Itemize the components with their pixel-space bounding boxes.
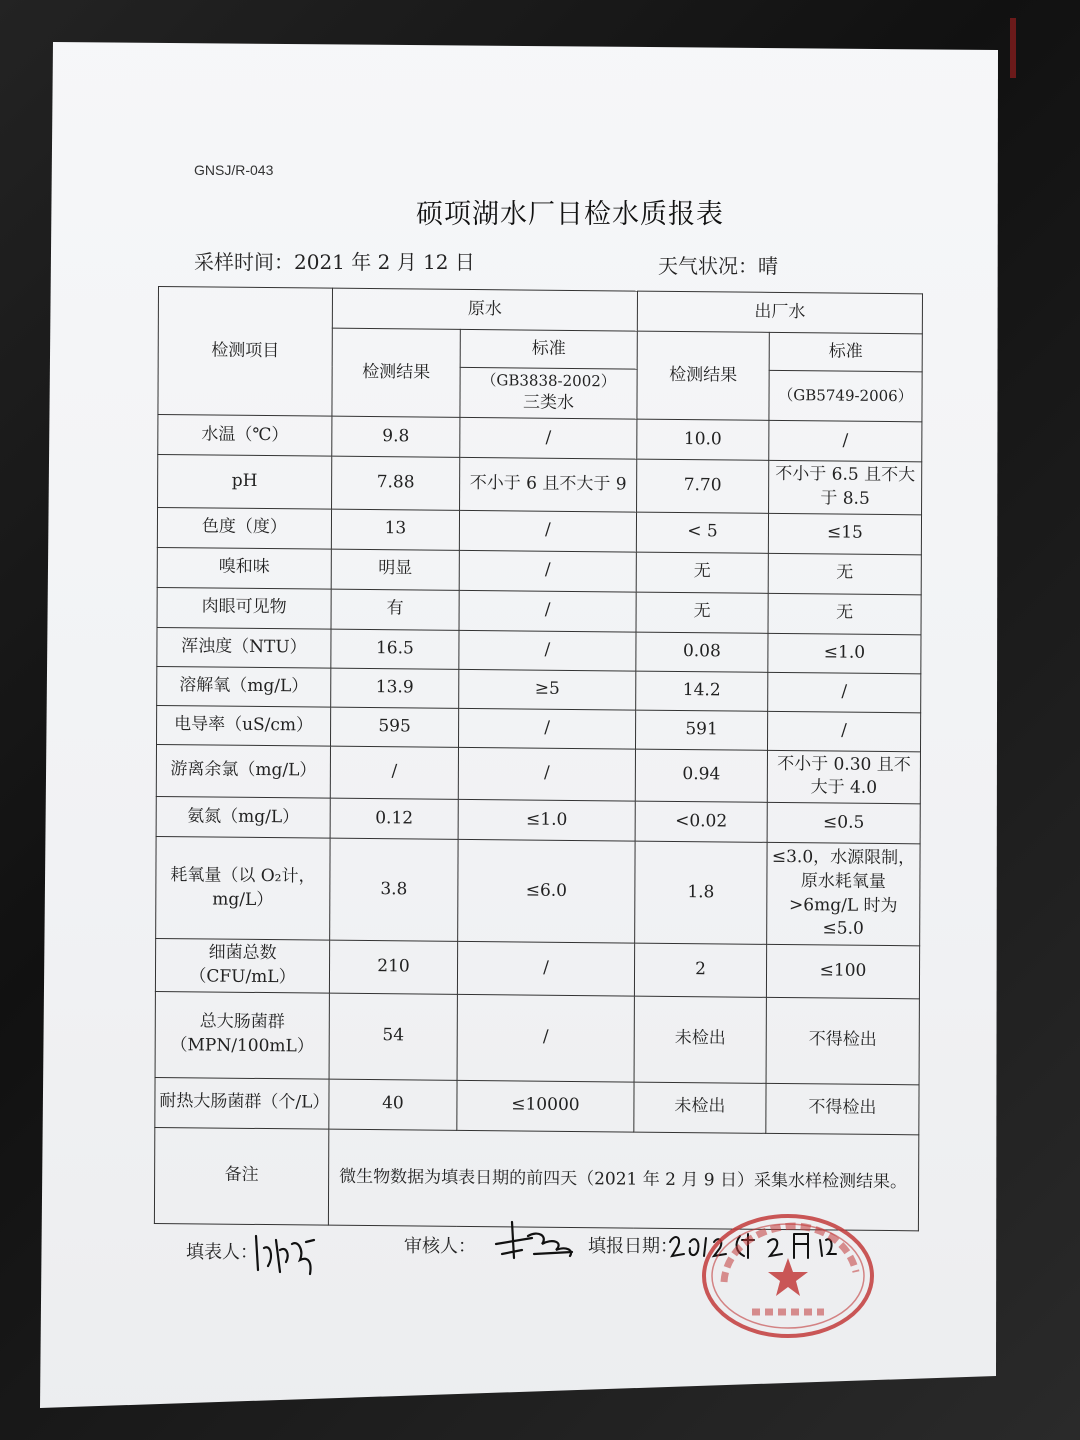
row-out-result: 无	[636, 592, 768, 633]
row-raw-result: 有	[331, 589, 459, 630]
row-raw-standard: /	[459, 550, 636, 592]
row-raw-standard: /	[458, 747, 635, 801]
row-raw-result: 16.5	[331, 629, 459, 669]
row-raw-result: 9.8	[332, 416, 460, 457]
header-raw-water: 原水	[332, 288, 637, 331]
row-raw-standard: /	[459, 590, 636, 632]
row-out-standard: 不小于 6.5 且不大于 8.5	[769, 460, 922, 514]
row-out-standard: 无	[768, 553, 921, 594]
table-row	[155, 991, 919, 1084]
table-row	[155, 939, 919, 999]
row-out-standard: 不小于 0.30 且不大于 4.0	[767, 750, 920, 804]
row-raw-result: 3.8	[330, 838, 458, 941]
raw-std-code-text: （GB3838-2002）	[481, 371, 616, 391]
water-quality-table	[154, 286, 923, 1231]
row-out-result: 10.0	[637, 419, 769, 460]
row-out-standard: ≤100	[766, 945, 919, 999]
row-out-result: 7.70	[637, 459, 769, 513]
row-out-standard: ≤1.0	[768, 633, 921, 673]
raw-std-class-text: 三类水	[522, 392, 575, 414]
row-out-standard: 不得检出	[766, 1083, 919, 1134]
header-row-1	[158, 287, 922, 334]
row-raw-standard: /	[459, 630, 636, 671]
row-item: 电导率（uS/cm）	[157, 705, 331, 746]
row-out-standard: ≤3.0，水源限制，原水耗氧量>6mg/L 时为≤5.0	[767, 843, 920, 946]
row-out-standard: 无	[768, 593, 921, 634]
row-out-result: 14.2	[636, 671, 768, 711]
weather: 天气状况：晴	[658, 254, 778, 278]
row-out-standard: /	[767, 711, 920, 751]
date-label: 填报日期：	[588, 1236, 678, 1257]
document-code: GNSJ/R-043	[194, 162, 274, 178]
row-raw-result: 210	[329, 940, 457, 994]
reviewer-signature	[492, 1214, 580, 1270]
row-item: 浑浊度（NTU）	[157, 627, 331, 668]
row-out-result: 未检出	[634, 1082, 766, 1133]
row-raw-result: 13	[331, 509, 459, 550]
row-out-result: <0.02	[635, 801, 767, 842]
table-row	[155, 1077, 919, 1134]
row-item: 氨氮（mg/L）	[156, 797, 330, 839]
row-item: 肉眼可见物	[157, 587, 331, 629]
row-raw-standard: /	[457, 994, 634, 1082]
row-item: pH	[158, 454, 332, 508]
row-out-result: 0.08	[636, 632, 768, 672]
row-raw-standard: ≤6.0	[458, 840, 635, 944]
row-raw-standard: 不小于 6 且不大于 9	[460, 457, 637, 511]
row-item: 水温（℃）	[158, 415, 332, 457]
row-out-standard: ≤15	[768, 513, 921, 554]
row-item: 色度（度）	[157, 507, 331, 549]
row-out-result: 0.94	[635, 749, 767, 803]
row-raw-result: 7.88	[332, 456, 460, 510]
row-raw-standard: /	[460, 417, 637, 459]
header-finished-water: 出厂水	[637, 291, 922, 334]
row-item: 游离余氯（mg/L）	[156, 744, 330, 798]
row-out-result: 2	[634, 943, 766, 997]
row-raw-standard: ≤10000	[457, 1080, 634, 1132]
report-title: 硕项湖水厂日检水质报表	[416, 199, 724, 230]
row-raw-standard: /	[457, 942, 634, 996]
header-out-std-code: （GB5749-2006）	[769, 370, 922, 421]
row-out-standard: ≤0.5	[767, 803, 920, 844]
row-raw-result: 13.9	[331, 668, 459, 708]
row-raw-standard: /	[459, 510, 636, 552]
row-item: 耐热大肠菌群（个/L）	[155, 1077, 329, 1129]
table-row	[156, 744, 920, 804]
header-out-result: 检测结果	[637, 331, 769, 420]
row-raw-standard: ≥5	[459, 669, 636, 710]
table-row	[156, 837, 920, 946]
row-out-standard: /	[769, 420, 922, 461]
header-raw-result: 检测结果	[332, 328, 460, 417]
row-raw-result: 40	[329, 1079, 457, 1130]
header-raw-standard: 标准	[460, 329, 637, 369]
official-seal	[700, 1212, 876, 1340]
filler-signature	[250, 1226, 330, 1282]
row-out-result: 无	[636, 552, 768, 593]
row-item: 细菌总数（CFU/mL）	[155, 939, 329, 993]
reviewer-label: 审核人：	[404, 1236, 476, 1257]
row-raw-result: 0.12	[330, 798, 458, 839]
row-item: 溶解氧（mg/L）	[157, 666, 331, 707]
row-out-result: < 5	[636, 512, 768, 553]
row-raw-result: 明显	[331, 549, 459, 590]
remark-text: 微生物数据为填表日期的前四天（2021 年 2 月 9 日）采集水样检测结果。	[328, 1129, 918, 1231]
sampling-time: 采样时间：2021 年 2 月 12 日	[194, 250, 475, 274]
row-item: 嗅和味	[157, 547, 331, 589]
row-out-result: 1.8	[635, 841, 767, 944]
row-item: 总大肠菌群（MPN/100mL）	[155, 991, 329, 1079]
row-raw-result: 54	[329, 993, 457, 1080]
row-raw-standard: /	[458, 708, 635, 749]
row-raw-standard: ≤1.0	[458, 800, 635, 842]
background-edge-detail	[1010, 18, 1016, 78]
header-item: 检测项目	[158, 287, 333, 417]
row-raw-result: 595	[330, 707, 458, 747]
row-out-standard: /	[768, 672, 921, 712]
row-raw-result: /	[330, 746, 458, 800]
seal-star-icon	[768, 1258, 808, 1296]
row-out-result: 591	[635, 710, 767, 750]
row-out-result: 未检出	[634, 996, 766, 1083]
header-raw-std-code	[460, 367, 637, 419]
table-row	[158, 454, 922, 514]
header-out-standard: 标准	[769, 332, 922, 371]
row-item: 耗氧量（以 O₂计，mg/L）	[156, 837, 330, 941]
row-out-standard: 不得检出	[766, 997, 919, 1084]
filler-label: 填表人：	[186, 1242, 258, 1263]
remark-label: 备注	[154, 1127, 328, 1225]
